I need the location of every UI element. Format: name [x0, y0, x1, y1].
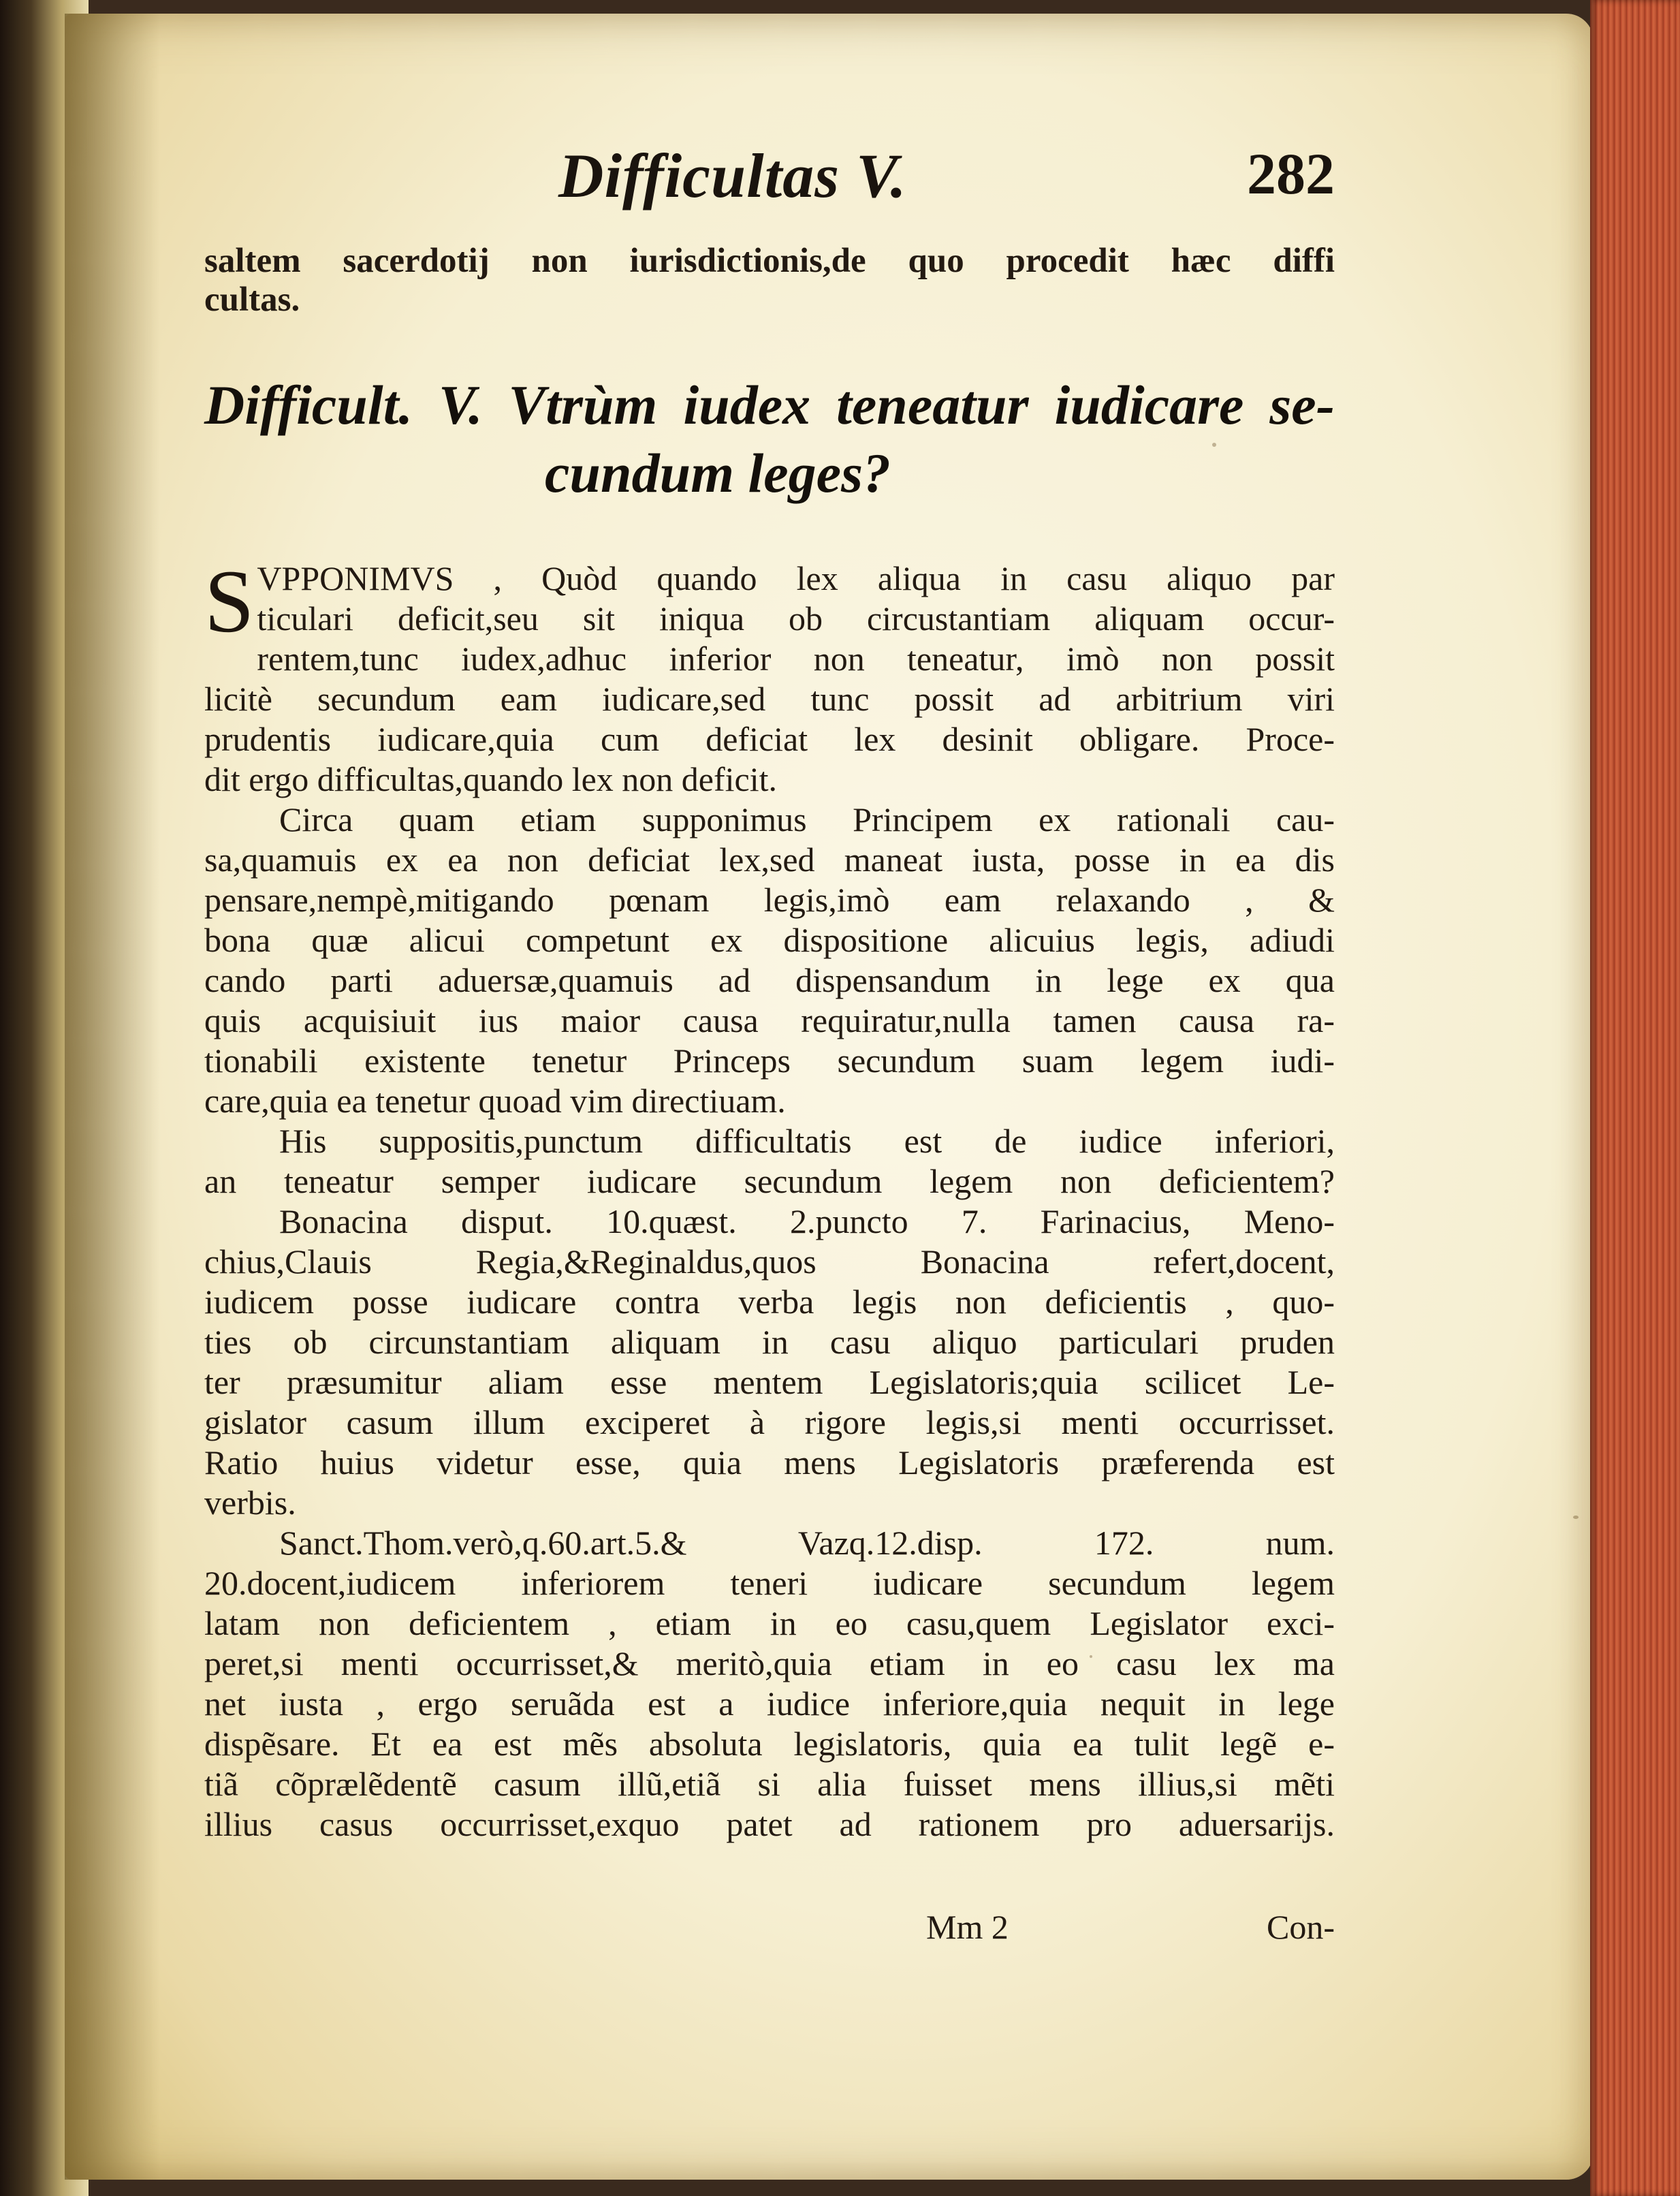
text-line: peret,si menti occurrisset,& meritò,quia etiam in eo casu lex ma [204, 1644, 1335, 1682]
text-line: pensare,nempè,mitigando pœnam legis,imò eam relaxando , & [204, 881, 1335, 919]
text-line: latam non deficientem , etiam in eo casu,quem Legislator exci- [204, 1604, 1335, 1642]
red-page-edges [1590, 0, 1680, 2196]
text-line: bona quæ alicui competunt ex dispositione alicuius legis, adiudi [204, 921, 1335, 959]
text-line: ter præsumitur aliam esse mentem Legislatoris;quia scilicet Le- [204, 1363, 1335, 1401]
text-line: prudentis iudicare,quia cum deficiat lex desinit obligare. Proce- [204, 720, 1335, 758]
text-line: Circa quam etiam supponimus Principem ex rationali cau- [279, 800, 1335, 838]
text-line: tiã cõprælẽdentẽ casum illũ,etiã si alia fuisset mens illius,si mẽti [204, 1765, 1335, 1803]
text-line: saltem sacerdotij non iurisdictionis,de quo procedit hæc diffi [204, 242, 1335, 280]
paragraph [204, 1202, 1335, 1523]
running-header [204, 140, 1335, 221]
text-line: rentem,tunc iudex,adhuc inferior non teneatur, imò non possit [257, 640, 1335, 678]
text-line: 20.docent,iudicem inferiorem teneri iudicare secundum legem [204, 1564, 1335, 1602]
dropcap-lines [257, 559, 1335, 639]
carry-over-text [204, 242, 1335, 319]
signature-mark: Mm 2 [926, 1908, 1009, 1946]
text-line: Bonacina disput. 10.quæst. 2.puncto 7. Farinacius, Meno- [279, 1202, 1335, 1240]
text-line: cando parti aduersæ,quamuis ad dispensandum in lege ex qua [204, 961, 1335, 999]
text-line: dit ergo difficultas,quando lex non deficit. [204, 760, 778, 798]
section-heading [204, 371, 1335, 507]
text-line: tionabili existente tenetur Princeps secundum suam legem iudi- [204, 1041, 1335, 1080]
heading-line: Difficult. V. Vtrùm iudex teneatur iudicare se- [204, 374, 1335, 436]
text-line: chius,Clauis Regia,&Reginaldus,quos Bonacina refert,docent, [204, 1242, 1335, 1281]
paragraph [204, 800, 1335, 1121]
text-line: licitè secundum eam iudicare,sed tunc possit ad arbitrium viri [204, 680, 1335, 718]
drop-capital: S [204, 551, 255, 651]
text-line: illius casus occurrisset,exquo patet ad rationem pro aduersarijs. [204, 1805, 1335, 1843]
paragraph [204, 1121, 1335, 1202]
text-line: verbis. [204, 1484, 296, 1522]
text-line: Sanct.Thom.verò,q.60.art.5.& Vazq.12.disp. 172. num. [279, 1524, 1335, 1562]
paragraph [204, 1523, 1335, 1845]
text-line: cultas. [204, 281, 300, 319]
text-line: iudicem posse iudicare contra verba legis non deficientis , quo- [204, 1283, 1335, 1321]
text-line: His suppositis,punctum difficultatis est de iudice inferiori, [279, 1122, 1335, 1160]
paragraph [204, 551, 1335, 800]
text-line: an teneatur semper iudicare secundum legem non deficientem? [204, 1162, 1335, 1200]
page-number: 282 [1247, 141, 1335, 206]
running-title: Difficultas V. [558, 141, 907, 210]
page-footer [926, 1907, 1335, 1955]
text-line: dispẽsare. Et ea est mẽs absoluta legislatoris, quia ea tulit legẽ e- [204, 1725, 1335, 1763]
text-line: VPPONIMVS , Quòd quando lex aliqua in casu aliquo par [257, 559, 1335, 597]
gutter-shadow [65, 14, 160, 2180]
catchword: Con- [1267, 1908, 1335, 1946]
text-line: care,quia ea tenetur quoad vim directiuam. [204, 1082, 786, 1120]
text-line: ties ob circunstantiam aliquam in casu aliquo particulari pruden [204, 1323, 1335, 1361]
text-line: Ratio huius videtur esse, quia mens Legislatoris præferenda est [204, 1443, 1335, 1481]
body-text [204, 551, 1335, 1845]
text-line: quis acquisiuit ius maior causa requiratur,nulla tamen causa ra- [204, 1001, 1335, 1039]
text-line: ticulari deficit,seu sit iniqua ob circustantiam aliquam occur- [257, 599, 1335, 638]
heading-line: cundum leges? [545, 442, 891, 504]
text-line: net iusta , ergo seruãda est a iudice inferiore,quia nequit in lege [204, 1684, 1335, 1723]
text-line: sa,quamuis ex ea non deficiat lex,sed maneat iusta, posse in ea dis [204, 841, 1335, 879]
text-line: gislator casum illum exciperet à rigore legis,si menti occurrisset. [204, 1403, 1335, 1441]
